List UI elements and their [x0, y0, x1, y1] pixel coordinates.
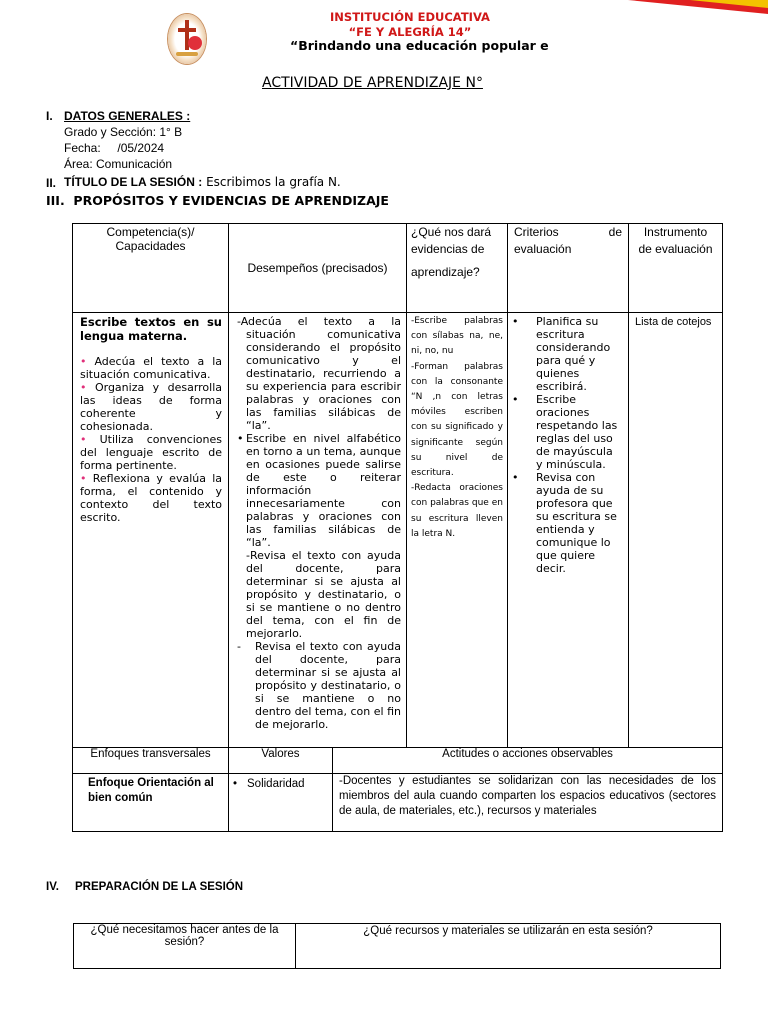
prep-question-before: ¿Qué necesitamos hacer antes de la sesión? — [74, 924, 296, 969]
institution-line: INSTITUCIÓN EDUCATIVA — [330, 10, 490, 24]
competencia-title: Escribe textos en su lengua materna. — [80, 315, 222, 343]
header-instrumento: Instrumento de evaluación — [629, 224, 723, 313]
section-4-numeral: IV. — [46, 881, 60, 893]
desempeno-3: -Revisa el texto con ayuda del docente, para determinar si se ajusta al propósito y destinatario, o si se mantiene o no dentro del tema, con el fin de mejorarlo. — [246, 549, 401, 640]
corner-decoration-yellow — [690, 0, 768, 8]
section-1-heading: DATOS GENERALES : — [64, 109, 191, 123]
capacidad-item: • Adecúa el texto a la situación comunicativa. — [80, 355, 222, 381]
capacidad-item: • Organiza y desarrolla las ideas de forma coherente y cohesionada. — [80, 381, 223, 433]
enfoques-col2: Valores — [229, 748, 333, 774]
evidencias-cell — [407, 313, 508, 748]
competencias-cell — [73, 313, 229, 748]
evidencia-item: -Forman palabras con la consonante “N ,n con letras móviles escriben con su significado y significante según su nivel de escritura. — [411, 361, 503, 479]
activity-title: ACTIVIDAD DE APRENDIZAJE N° — [262, 75, 483, 91]
desempeno-1: -Adecúa el texto a la situación comunicativa considerando el propósito comunicativo y el destinatario, recurriendo a su experiencia para escribir palabras y oraciones con las familias silábicas de “la”. — [237, 315, 401, 432]
header-criterios: Criterios de evaluación — [508, 224, 629, 313]
purposes-table — [72, 223, 723, 832]
evidencia-item: -Escribe palabras con sílabas na, ne, ni, no, nu — [411, 316, 503, 357]
desempenos-cell — [229, 313, 407, 748]
session-title-label: TÍTULO DE LA SESIÓN : — [64, 175, 203, 189]
header-desempenos: Desempeños (precisados) — [229, 224, 407, 313]
enfoque-actitud: -Docentes y estudiantes se solidarizan con las necesidades de los miembros del aula cuando comparten los espacios educativos (sectores de aula, de materiales, etc.), recursos y materiales — [333, 774, 723, 832]
header-competencias: Competencia(s)/ Capacidades — [73, 224, 229, 313]
school-motto: “Brindando una educación popular e — [290, 38, 549, 53]
prep-question-resources: ¿Qué recursos y materiales se utilizarán en esta sesión? — [296, 924, 721, 969]
criterio-item: • Escribe oraciones respetando las reglas del uso de mayúscula y minúscula. — [512, 393, 618, 471]
section-1-numeral: I. — [46, 109, 53, 123]
section-3-heading: III. PROPÓSITOS Y EVIDENCIAS DE APRENDIZAJE — [46, 193, 389, 208]
enfoque-name: Enfoque Orientación al bien común — [73, 774, 229, 832]
capacidad-item: • Utiliza convenciones del lenguaje escrito de forma pertinente. — [80, 433, 222, 472]
grado-seccion: Grado y Sección: 1° B — [64, 125, 183, 139]
preparation-table — [73, 923, 721, 969]
criterio-item: • Planifica su escritura considerando para qué y quienes escribirá. — [512, 315, 611, 393]
criterios-cell — [508, 313, 629, 748]
enfoques-col1: Enfoques transversales — [73, 748, 229, 774]
desempeno-4: - Revisa el texto con ayuda del docente, para determinar si se ajusta al propósito y destinatario, o si se mantiene o no dentro del tema, con el fin de mejorarlo. — [237, 640, 401, 731]
enfoques-col3: Actitudes o acciones observables — [333, 748, 723, 774]
evidencia-item: -Redacta oraciones con palabras que en su escritura lleven la letra N. — [411, 483, 503, 539]
section-2-numeral: II. — [46, 176, 57, 190]
header-evidencias: ¿Qué nos dará evidencias de aprendizaje? — [407, 224, 508, 313]
session-title-value: Escribimos la grafía N. — [206, 175, 341, 189]
capacidad-item: • Reflexiona y evalúa la forma, el contenido y contexto del texto escrito. — [80, 472, 222, 524]
school-name: “FE Y ALEGRÍA 14” — [348, 25, 472, 39]
criterio-item: • Revisa con ayuda de su profesora que su escritura se entienda y comunique lo que quiere decir. — [512, 471, 617, 575]
desempeno-2: • Escribe en nivel alfabético en torno a un tema, aunque en ocasiones puede salirse de este o reiterar información innecesariamente con palabras y oraciones con las familias silábicas de “la”. — [237, 432, 401, 549]
school-logo — [168, 14, 206, 64]
area: Área: Comunicación — [64, 157, 173, 171]
instrumento-cell: Lista de cotejos — [629, 313, 723, 748]
enfoque-value: • Solidaridad — [229, 774, 333, 832]
fecha: Fecha: /05/2024 — [64, 141, 165, 155]
section-4-heading: PREPARACIÓN DE LA SESIÓN — [75, 881, 244, 893]
